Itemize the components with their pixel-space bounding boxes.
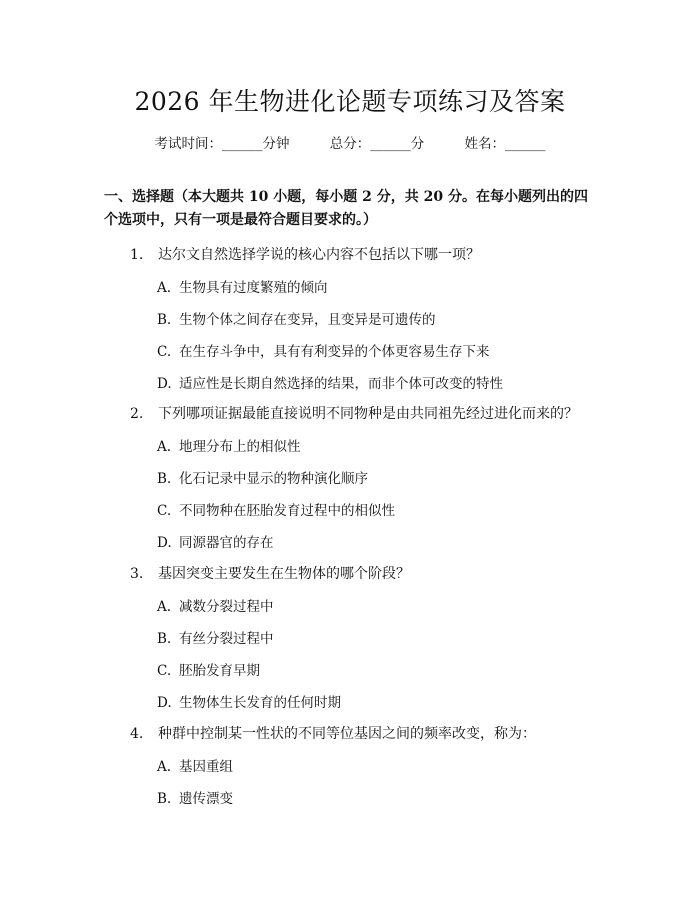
option-text: 在生存斗争中，具有有利变异的个体更容易生存下来 [179,344,490,360]
option-letter: B. [157,471,172,487]
option-text: 适应性是长期自然选择的结果，而非个体可改变的特性 [179,376,503,392]
total-score-field: 总分：______分 [329,136,425,152]
page-title: 2026 年生物进化论题专项练习及答案 [134,87,566,116]
question-2-option-d [157,531,274,551]
student-name-field: 姓名：______ [464,136,546,152]
question-2-option-a [157,435,301,455]
option-text: 胚胎发育早期 [179,663,260,679]
exam-time-field: 考试时间：______分钟 [154,136,290,152]
section-heading: 一、选择题（本大题共 10 小题，每小题 2 分，共 20 分。在每小题列出的四个选项中，只有一项是最符合题目要求的。） [104,189,588,228]
option-letter: C. [157,344,172,360]
option-letter: A. [157,599,172,615]
option-text: 减数分裂过程中 [179,599,274,615]
question-2-option-c [157,499,395,519]
option-letter: A. [157,280,172,296]
option-text: 遗传漂变 [179,791,233,807]
question-3-option-a [157,595,274,615]
option-text: 同源器官的存在 [179,535,274,551]
question-1-option-d [157,372,503,392]
question-1-option-b [157,308,436,328]
question-text: 达尔文自然选择学说的核心内容不包括以下哪一项？ [158,247,480,263]
question-4-option-b [157,787,233,807]
question-3-option-c [157,659,260,679]
exam-meta [0,132,700,152]
option-text: 有丝分裂过程中 [179,631,274,647]
option-letter: B. [157,312,172,328]
question-text: 种群中控制某一性状的不同等位基因之间的频率改变，称为： [158,726,536,742]
question-text: 下列哪项证据最能直接说明不同物种是由共同祖先经过进化而来的？ [158,406,578,422]
question-1-option-a [157,276,328,296]
question-number: 1. [130,247,144,263]
question-3 [130,563,410,583]
option-letter: D. [157,376,172,392]
option-text: 生物具有过度繁殖的倾向 [179,280,328,296]
question-3-option-d [157,691,341,711]
question-1 [130,244,480,264]
option-text: 生物个体之间存在变异，且变异是可遗传的 [179,312,436,328]
option-text: 基因重组 [179,759,233,775]
question-number: 3. [130,566,144,582]
option-letter: A. [157,759,172,775]
question-4 [130,723,536,743]
option-letter: A. [157,439,172,455]
option-text: 地理分布上的相似性 [179,439,301,455]
question-2-option-b [157,467,368,487]
question-2 [130,403,578,423]
question-1-option-c [157,340,490,360]
option-letter: D. [157,695,172,711]
option-text: 不同物种在胚胎发育过程中的相似性 [179,503,395,519]
option-text: 生物体生长发育的任何时期 [179,695,341,711]
question-4-option-a [157,755,233,775]
option-letter: C. [157,663,172,679]
question-number: 4. [130,726,144,742]
question-number: 2. [130,406,144,422]
option-text: 化石记录中显示的物种演化顺序 [179,471,368,487]
question-text: 基因突变主要发生在生物体的哪个阶段？ [158,566,410,582]
option-letter: C. [157,503,172,519]
question-3-option-b [157,627,274,647]
option-letter: D. [157,535,172,551]
option-letter: B. [157,631,172,647]
option-letter: B. [157,791,172,807]
